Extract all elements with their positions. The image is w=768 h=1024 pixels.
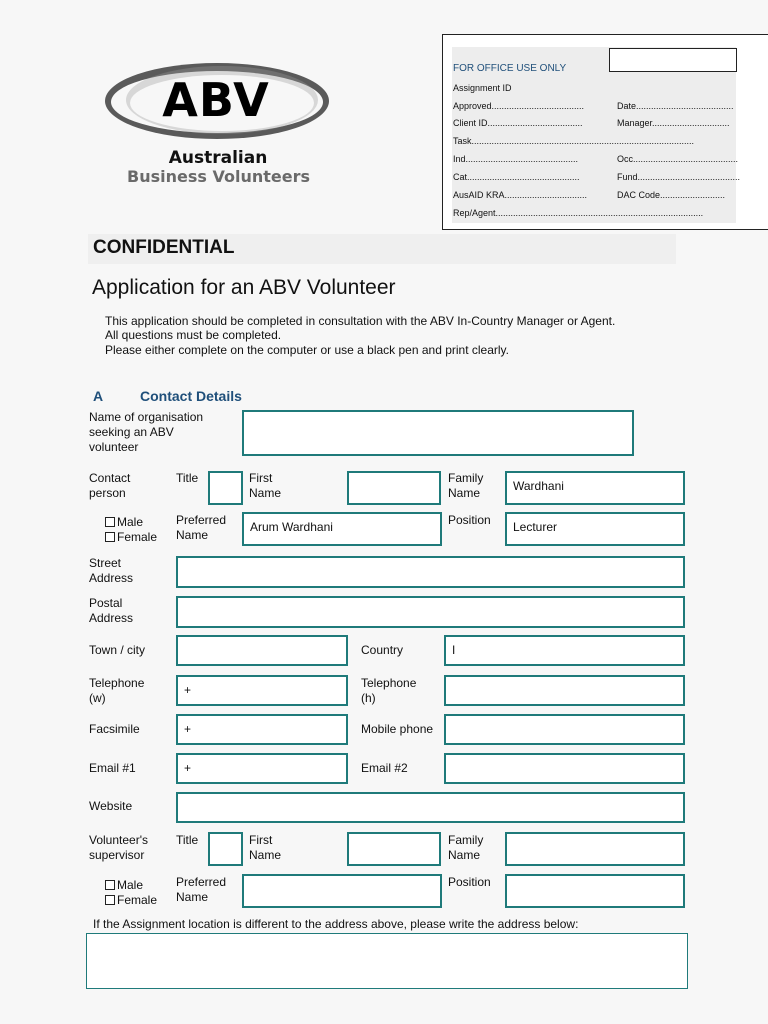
contact-family-name-field[interactable]: Wardhani	[505, 471, 685, 505]
website-label: Website	[89, 799, 133, 813]
contact-title-field[interactable]	[208, 471, 243, 505]
country-field[interactable]: I	[444, 635, 685, 666]
supervisor-preferred-name-field[interactable]	[242, 874, 442, 908]
office-row-dac-code: DAC Code..........................	[617, 190, 726, 200]
office-row-fund: Fund.........................................	[617, 172, 741, 182]
contact-preferred-label-l2: Name	[176, 528, 209, 542]
office-row-task: Task.........................................................................................	[453, 136, 695, 146]
contact-preferred-label-l1: Preferred	[176, 513, 227, 527]
abv-logo	[100, 56, 335, 191]
office-row-date: Date.......................................	[617, 101, 734, 111]
tel-w-label-l1: Telephone	[89, 676, 145, 690]
contact-title-label: Title	[176, 471, 199, 485]
intro-line-3: Please either complete on the computer or use a black pen and print clearly.	[105, 343, 510, 357]
supervisor-label-l2: supervisor	[89, 848, 145, 862]
contact-family-label-l2: Name	[448, 486, 481, 500]
contact-label-l2: person	[89, 486, 126, 500]
organisation-name-field[interactable]	[242, 410, 634, 456]
supervisor-female-option[interactable]	[105, 893, 157, 908]
supervisor-male-checkbox[interactable]	[105, 880, 115, 890]
supervisor-position-label: Position	[448, 875, 491, 889]
contact-position-field[interactable]: Lecturer	[505, 512, 685, 546]
supervisor-preferred-label-l1: Preferred	[176, 875, 227, 889]
supervisor-first-label-l1: First	[249, 833, 273, 847]
supervisor-family-label-l1: Family	[448, 833, 484, 847]
supervisor-male-option[interactable]	[105, 878, 143, 893]
supervisor-female-label: Female	[117, 893, 158, 907]
contact-female-label: Female	[117, 530, 158, 544]
supervisor-position-field[interactable]	[505, 874, 685, 908]
supervisor-male-label: Male	[117, 878, 144, 892]
town-label: Town / city	[89, 643, 146, 657]
intro-line-2: All questions must be completed.	[105, 328, 282, 342]
email2-field[interactable]	[444, 753, 685, 784]
contact-position-label: Position	[448, 513, 491, 527]
fax-label: Facsimile	[89, 722, 140, 736]
org-label-l1: Name of organisation	[89, 410, 204, 424]
country-label: Country	[361, 643, 404, 657]
office-row-rep-agent: Rep/Agent...................................................................................	[453, 208, 704, 218]
street-label-l1: Street	[89, 556, 122, 570]
page-title: Application for an ABV Volunteer	[92, 276, 396, 299]
tel-h-label-l1: Telephone	[361, 676, 417, 690]
supervisor-title-label: Title	[176, 833, 199, 847]
org-label-l2: seeking an ABV	[89, 425, 174, 439]
contact-female-checkbox[interactable]	[105, 532, 115, 542]
office-row-ind: Ind.............................................	[453, 154, 579, 164]
mobile-label: Mobile phone	[361, 722, 434, 736]
office-row-ausaid-kra: AusAID KRA.................................	[453, 190, 588, 200]
contact-family-label-l1: Family	[448, 471, 484, 485]
supervisor-title-field[interactable]	[208, 832, 243, 866]
postal-address-field[interactable]	[176, 596, 685, 628]
fax-field[interactable]: +	[176, 714, 348, 745]
office-row-approved: Approved.....................................	[453, 101, 585, 111]
office-row-occ: Occ..........................................	[617, 154, 739, 164]
assignment-location-note: If the Assignment location is different to the address above, please write the address below:	[93, 917, 579, 931]
section-letter: A	[93, 388, 104, 404]
website-field[interactable]	[176, 792, 685, 823]
supervisor-first-label-l2: Name	[249, 848, 282, 862]
intro-line-1: This application should be completed in consultation with the ABV In-Country Manager or Agent.	[105, 314, 616, 328]
email1-field[interactable]: +	[176, 753, 348, 784]
office-use-box	[442, 34, 768, 230]
tel-h-label-l2: (h)	[361, 691, 376, 705]
office-row-assignment-id: Assignment ID	[453, 83, 512, 93]
section-title: Contact Details	[140, 388, 242, 404]
contact-male-checkbox[interactable]	[105, 517, 115, 527]
supervisor-label-l1: Volunteer's	[89, 833, 148, 847]
street-label-l2: Address	[89, 571, 134, 585]
supervisor-first-name-field[interactable]	[347, 832, 441, 866]
org-label-l3: volunteer	[89, 440, 139, 454]
town-field[interactable]	[176, 635, 348, 666]
confidential-heading: CONFIDENTIAL	[93, 237, 235, 258]
contact-label-l1: Contact	[89, 471, 131, 485]
email2-label: Email #2	[361, 761, 408, 775]
supervisor-preferred-label-l2: Name	[176, 890, 209, 904]
contact-male-option[interactable]	[105, 515, 143, 530]
contact-first-label-l2: Name	[249, 486, 282, 500]
abv-logo-line1: Australian	[168, 148, 268, 168]
contact-male-label: Male	[117, 515, 144, 529]
assignment-location-field[interactable]	[86, 933, 688, 989]
contact-preferred-name-field[interactable]: Arum Wardhani	[242, 512, 442, 546]
contact-female-option[interactable]	[105, 530, 157, 545]
office-row-cat: Cat.............................................	[453, 172, 580, 182]
supervisor-family-name-field[interactable]	[505, 832, 685, 866]
street-address-field[interactable]	[176, 556, 685, 588]
office-use-id-field[interactable]	[609, 48, 737, 72]
tel-w-field[interactable]: +	[176, 675, 348, 706]
supervisor-female-checkbox[interactable]	[105, 895, 115, 905]
office-row-manager: Manager...............................	[617, 118, 730, 128]
tel-w-label-l2: (w)	[89, 691, 106, 705]
contact-first-label-l1: First	[249, 471, 273, 485]
contact-first-name-field[interactable]	[347, 471, 441, 505]
postal-label-l1: Postal	[89, 596, 123, 610]
abv-logo-line2: Business Volunteers	[127, 167, 310, 186]
tel-h-field[interactable]	[444, 675, 685, 706]
office-row-client-id: Client ID......................................	[453, 118, 583, 128]
office-use-title: FOR OFFICE USE ONLY	[453, 63, 567, 74]
email1-label: Email #1	[89, 761, 136, 775]
postal-label-l2: Address	[89, 611, 134, 625]
abv-logo-mark: ABV	[162, 73, 270, 127]
mobile-field[interactable]	[444, 714, 685, 745]
supervisor-family-label-l2: Name	[448, 848, 481, 862]
